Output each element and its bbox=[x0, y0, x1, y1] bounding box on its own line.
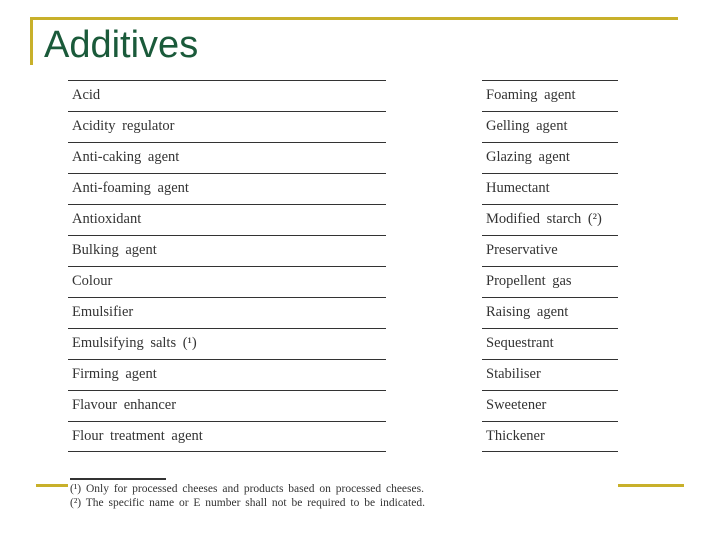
bottom-accent-rule-right bbox=[618, 484, 684, 487]
list-item: Gelling agent bbox=[482, 111, 618, 142]
footnote-2: (²) The specific name or E number shall not be required to be indicated. bbox=[70, 497, 425, 509]
footnote-1: (¹) Only for processed cheeses and products based on processed cheeses. bbox=[70, 483, 424, 495]
list-item: Anti-foaming agent bbox=[68, 173, 386, 204]
list-item: Colour bbox=[68, 266, 386, 297]
left-accent-rule bbox=[30, 17, 33, 65]
additives-list-left bbox=[68, 80, 386, 452]
list-item: Emulsifying salts (¹) bbox=[68, 328, 386, 359]
list-item: Firming agent bbox=[68, 359, 386, 390]
list-item: Stabiliser bbox=[482, 359, 618, 390]
list-item: Modified starch (²) bbox=[482, 204, 618, 235]
list-item: Anti-caking agent bbox=[68, 142, 386, 173]
additives-list-right bbox=[482, 80, 618, 452]
list-item: Humectant bbox=[482, 173, 618, 204]
footnote-divider bbox=[70, 478, 166, 480]
page-title: Additives bbox=[44, 24, 199, 66]
list-item: Propellent gas bbox=[482, 266, 618, 297]
bottom-accent-rule-left bbox=[36, 484, 68, 487]
list-item: Bulking agent bbox=[68, 235, 386, 266]
list-item: Acid bbox=[68, 80, 386, 111]
list-item: Flavour enhancer bbox=[68, 390, 386, 421]
list-item: Raising agent bbox=[482, 297, 618, 328]
list-item: Sequestrant bbox=[482, 328, 618, 359]
list-item: Flour treatment agent bbox=[68, 421, 386, 452]
list-item: Preservative bbox=[482, 235, 618, 266]
list-item: Glazing agent bbox=[482, 142, 618, 173]
list-item: Emulsifier bbox=[68, 297, 386, 328]
list-item: Acidity regulator bbox=[68, 111, 386, 142]
list-item: Antioxidant bbox=[68, 204, 386, 235]
list-item: Sweetener bbox=[482, 390, 618, 421]
list-item: Thickener bbox=[482, 421, 618, 452]
top-accent-rule bbox=[30, 17, 678, 20]
list-item: Foaming agent bbox=[482, 80, 618, 111]
